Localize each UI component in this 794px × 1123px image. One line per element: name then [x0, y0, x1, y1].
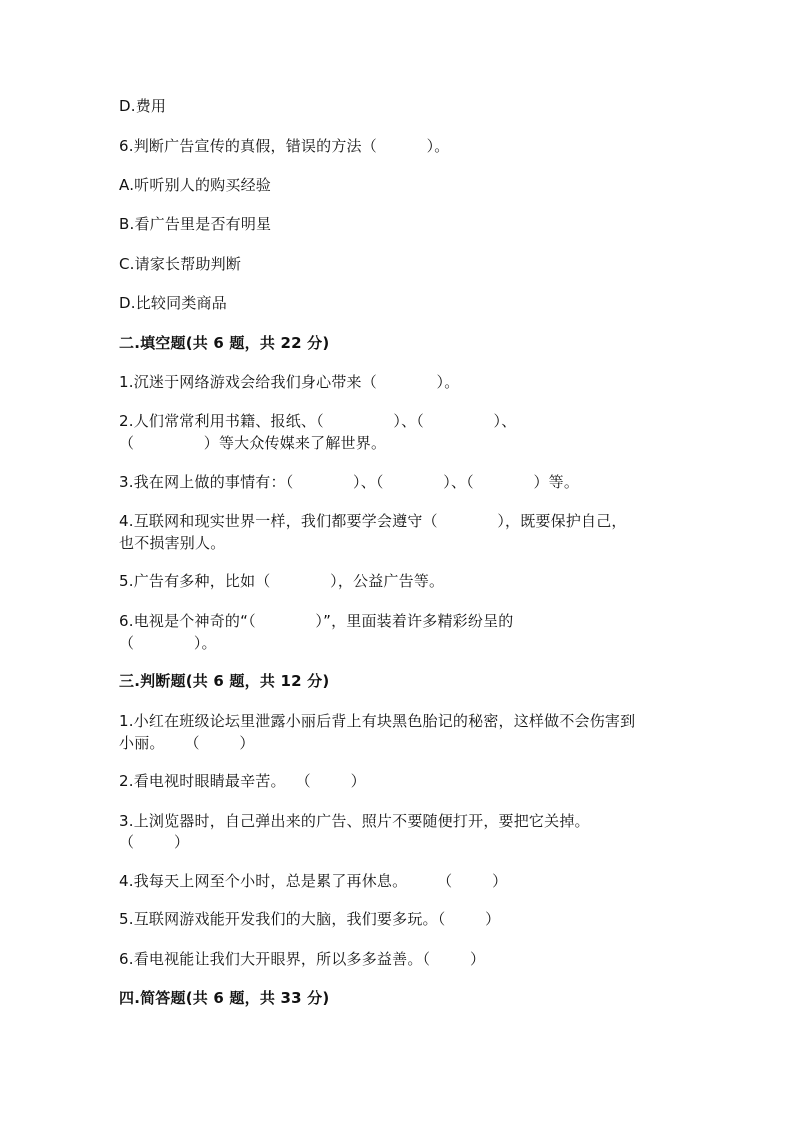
fill-question-3: 3.我在网上做的事情有：（ ）、（ ）、（ ）等。 [119, 473, 580, 491]
fill-question-4: 4.互联网和现实世界一样，我们都要学会遵守（ ），既要保护自己， [119, 512, 627, 530]
judge-question-1: 1.小红在班级论坛里泄露小丽后背上有块黑色胎记的秘密，这样做不会伤害到 [119, 712, 636, 730]
question-6-ad-truth: 6.判断广告宣传的真假，错误的方法（ ）。 [119, 137, 450, 155]
judge-question-3: 3.上浏览器时，自己弹出来的广告、照片不要随便打开，要把它关掉。 [119, 812, 590, 830]
section-heading-short-answer: 四.简答题(共 6 题，共 33 分) [119, 989, 330, 1007]
judge-question-1-cont: 小丽。 （ ） [119, 734, 255, 752]
judge-question-3-cont: （ ） [119, 833, 190, 851]
judge-question-5: 5.互联网游戏能开发我们的大脑，我们要多玩。（ ） [119, 910, 501, 928]
option-d-cost: D.费用 [119, 97, 167, 115]
option-c: C.请家长帮助判断 [119, 255, 242, 273]
judge-question-4: 4.我每天上网至个小时，总是累了再休息。 （ ） [119, 872, 508, 890]
option-b: B.看广告里是否有明星 [119, 215, 272, 233]
option-d: D.比较同类商品 [119, 294, 227, 312]
section-heading-fill-blank: 二.填空题(共 6 题，共 22 分) [119, 334, 330, 352]
fill-question-2: 2.人们常常利用书籍、报纸、（ ）、（ ）、 [119, 412, 517, 430]
option-a: A.听听别人的购买经验 [119, 176, 271, 194]
fill-question-6: 6.电视是个神奇的“（ ）”，里面装着许多精彩纷呈的 [119, 612, 514, 630]
judge-question-6: 6.看电视能让我们大开眼界，所以多多益善。（ ） [119, 950, 486, 968]
judge-question-2: 2.看电视时眼睛最辛苦。 （ ） [119, 772, 366, 790]
fill-question-2-cont: （ ）等大众传媒来了解世界。 [119, 434, 387, 452]
fill-question-1: 1.沉迷于网络游戏会给我们身心带来（ ）。 [119, 373, 460, 391]
fill-question-5: 5.广告有多种，比如（ ），公益广告等。 [119, 572, 445, 590]
section-heading-true-false: 三.判断题(共 6 题，共 12 分) [119, 672, 330, 690]
fill-question-6-cont: （ ）。 [119, 634, 217, 652]
fill-question-4-cont: 也不损害别人。 [119, 534, 226, 552]
